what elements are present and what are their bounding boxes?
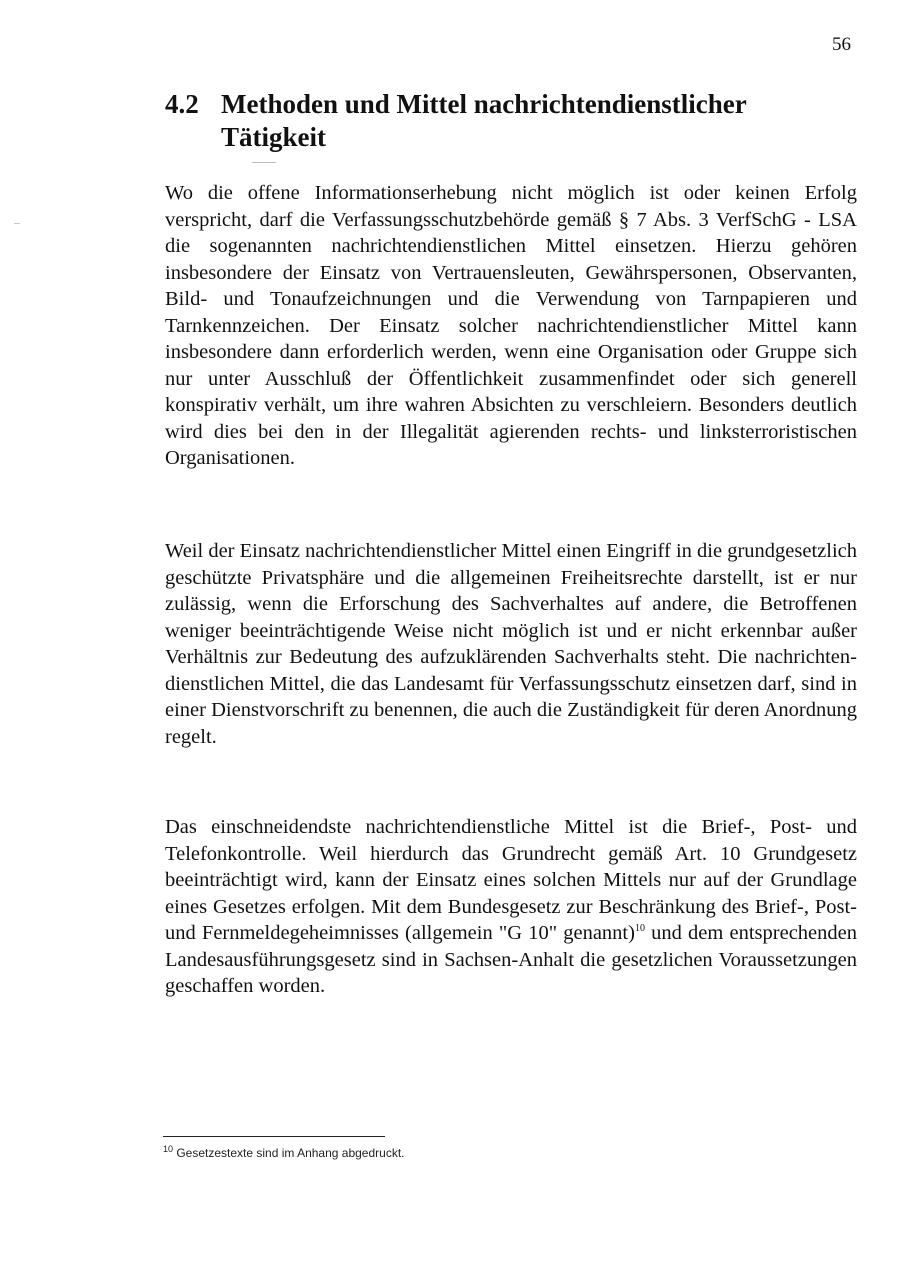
paragraph-text [165, 814, 857, 1000]
footnote-separator [163, 1136, 385, 1137]
section-title-line-2: Tätigkeit [221, 122, 326, 152]
paragraph-text-before-ref: Das einschneidendste nachrichtendienstliche Mittel ist die Brief-, Post- und Telefonkontrolle. Weil hierdurch das Grundrecht gemäß Art. 10 Grundgesetz beeinträchtigt wird, kann der Einsatz eines solchen Mittels nur auf der Grundlage eines Gesetzes erfolgen. Mit dem Bundesgesetz zur Beschränkung des Brief-, Post- und Fernmeldegeheimnisses (allgemein "G 10" genannt) [165, 816, 857, 944]
section-number: 4.2 [165, 89, 199, 119]
footnote-text: Gesetzestexte sind im Anhang abgedruckt. [173, 1146, 405, 1160]
section-title-line-1: Methoden und Mittel nachrichtendienstlicher [221, 89, 747, 119]
paragraph-text: Weil der Einsatz nachrichtendienstlicher Mittel einen Eingriff in die grundgesetzlich geschützte Privatsphäre und die allgemeinen Freiheitsrechte darstellt, ist er nur zulässig, wenn die Erforschung des Sachverhaltes auf andere, die Betroffenen weniger beeinträchtigende Weise nicht möglich ist und er nicht erkennbar außer Verhältnis zur Bedeutung des aufzuklärenden Sachverhalts steht. Die nachrichtendienstlichen Mittel, die das Landesamt für Verfassungsschutz einsetzen darf, sind in einer Dienstvorschrift zu benennen, die auch die Zuständigkeit für deren Anordnung regelt. [165, 540, 857, 748]
body-paragraph-1 [165, 180, 857, 472]
page-number: 56 [832, 34, 851, 55]
paragraph-text-after-ref: und dem entsprechenden Landesausführungsgesetz sind in Sachsen-Anhalt die gesetzlichen Voraussetzungen geschaffen worden. [165, 922, 857, 997]
footnote [163, 1145, 404, 1161]
body-paragraph-3 [165, 814, 857, 1000]
body-paragraph-2 [165, 538, 857, 750]
footnote-reference[interactable]: 10 [634, 923, 645, 935]
footnote-marker: 10 [163, 1144, 174, 1154]
paragraph-text: Wo die offene Informationserhebung nicht möglich ist oder keinen Erfolg verspricht, darf die Verfassungsschutzbehörde gemäß § 7 Abs. 3 VerfSchG - LSA die sogenannten nachrichtendienstlichen Mittel einsetzen. Hierzu gehören insbesondere der Einsatz von Vertrauensleuten, Gewährspersonen, Observanten, Bild- und Tonaufzeichnungen und die Verwendung von Tarnpapieren und Tarnkennzeichen. Der Einsatz solcher nachrichtendienstlicher Mittel kann insbesondere dann erforderlich werden, wenn eine Organisation oder Gruppe sich nur unter Ausschluß der Öffentlichkeit zusammenfindet oder sich generell konspirativ verhält, um ihre wahren Absichten zu verschleiern. Besonders deutlich wird dies bei den in der Illegalität agierenden rechts- und linksterroristischen Organisationen. [165, 182, 857, 469]
section-heading [165, 88, 845, 154]
section-heading-line-1 [165, 88, 845, 121]
heading-underline-mark [252, 162, 276, 163]
scan-artifact-mark [14, 223, 20, 224]
